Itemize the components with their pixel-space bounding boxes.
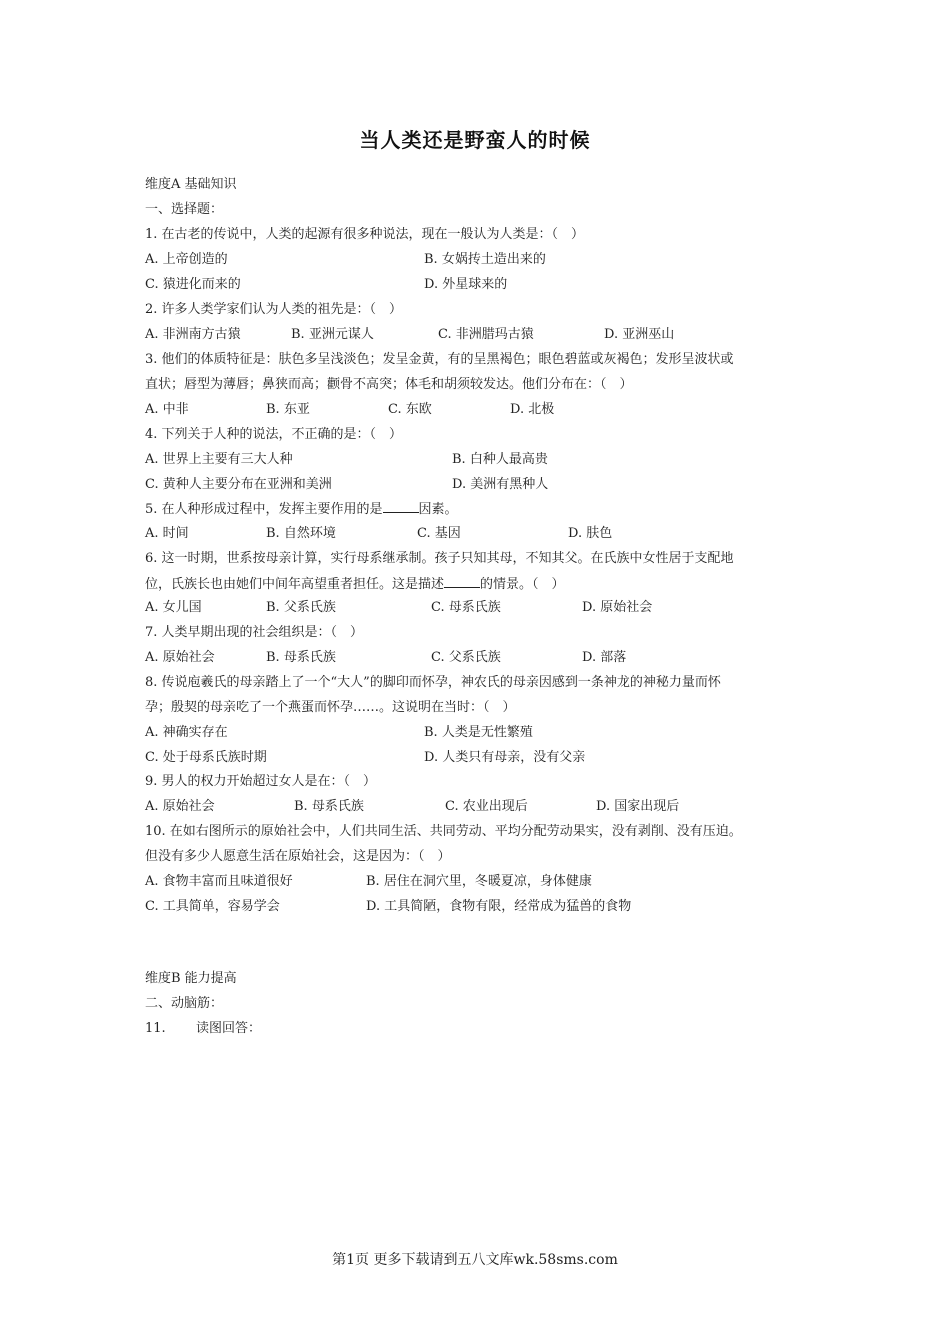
q8-option-b: B. 人类是无性繁殖 [424,725,533,740]
question-3-line-2: 直状；唇型为薄唇；鼻狭而高；颧骨不高突；体毛和胡须较发达。他们分布在：（ ） [145,377,633,392]
section-a-part: 一、选择题： [145,202,224,217]
question-5-text: 5. 在人种形成过程中，发挥主要作用的是 [145,502,383,517]
q10-option-b: B. 居住在洞穴里，冬暖夏凉，身体健康 [366,874,592,889]
q3-option-b: B. 东亚 [266,402,310,417]
question-9: 9. 男人的权力开始超过女人是在：（ ） [145,774,377,789]
question-3-line-1: 3. 他们的体质特征是：肤色多呈浅淡色；发呈金黄，有的呈黑褐色；眼色碧蓝或灰褐色；发形呈波状或 [145,352,734,367]
q9-option-d: D. 国家出现后 [596,799,680,814]
q6-option-a: A. 女儿国 [145,600,202,615]
question-10-line-1: 10. 在如右图所示的原始社会中，人们共同生活、共同劳动、平均分配劳动果实，没有剥削、没有压迫。 [145,824,742,839]
question-1: 1. 在古老的传说中，人类的起源有很多种说法，现在一般认为人类是：（ ） [145,227,585,242]
question-8-line-1: 8. 传说庖羲氏的母亲踏上了一个“大人”的脚印而怀孕，神农氏的母亲因感到一条神龙的神秘力量而怀 [145,675,721,690]
q9-option-b: B. 母系氏族 [294,799,364,814]
q2-option-c: C. 非洲腊玛古猿 [438,327,534,342]
question-6-line-2 [145,575,565,594]
q6-option-b: B. 父系氏族 [266,600,336,615]
q2-option-b: B. 亚洲元谋人 [291,327,374,342]
question-5-text-end: 因素。 [418,502,458,517]
q3-option-d: D. 北极 [510,402,555,417]
q9-option-c: C. 农业出现后 [445,799,528,814]
q4-option-b: B. 白种人最高贵 [452,452,548,467]
question-6-text: 位，氏族长也由她们中间年高望重者担任。这是描述 [145,577,445,592]
q4-option-c: C. 黄种人主要分布在亚洲和美洲 [145,477,332,492]
q8-option-a: A. 神确实存在 [145,725,228,740]
q8-option-c: C. 处于母系氏族时期 [145,750,267,765]
question-11: 读图回答： [196,1021,262,1036]
q4-option-d: D. 美洲有黑种人 [452,477,549,492]
q3-option-a: A. 中非 [145,402,189,417]
q5-option-a: A. 时间 [145,526,189,541]
q10-option-c: C. 工具简单，容易学会 [145,899,280,914]
q6-option-d: D. 原始社会 [582,600,653,615]
section-b-part: 二、动脑筋： [145,996,224,1011]
answer-blank [383,500,419,513]
q3-option-c: C. 东欧 [388,402,432,417]
question-6-text-end: 的情景。（ ） [480,577,565,592]
q10-option-a: A. 食物丰富而且味道很好 [145,874,293,889]
q1-option-d: D. 外星球来的 [424,277,508,292]
question-2: 2. 许多人类学家们认为人类的祖先是：（ ） [145,302,403,317]
q5-option-c: C. 基因 [417,526,461,541]
q7-option-b: B. 母系氏族 [266,650,336,665]
page-footer: 第1页 更多下载请到五八文库wk.58sms.com [332,1252,618,1268]
q9-option-a: A. 原始社会 [145,799,215,814]
q2-option-a: A. 非洲南方古猿 [145,327,241,342]
q7-option-d: D. 部落 [582,650,627,665]
question-5 [145,500,458,519]
question-6-line-1: 6. 这一时期，世系按母亲计算，实行母系继承制。孩子只知其母，不知其父。在氏族中女性居于支配地 [145,551,734,566]
q7-option-c: C. 父系氏族 [431,650,501,665]
q1-option-b: B. 女娲抟土造出来的 [424,252,546,267]
question-10-line-2: 但没有多少人愿意生活在原始社会，这是因为：（ ） [145,849,451,864]
question-7: 7. 人类早期出现的社会组织是：（ ） [145,625,364,640]
question-11-number: 11. [145,1021,166,1036]
page-title: 当人类还是野蛮人的时候 [359,128,591,152]
question-8-line-2: 孕；殷契的母亲吃了一个燕蛋而怀孕……。这说明在当时：（ ） [145,700,516,715]
q8-option-d: D. 人类只有母亲，没有父亲 [424,750,586,765]
q1-option-a: A. 上帝创造的 [145,252,228,267]
q4-option-a: A. 世界上主要有三大人种 [145,452,293,467]
q5-option-b: B. 自然环境 [266,526,336,541]
q2-option-d: D. 亚洲巫山 [604,327,675,342]
q6-option-c: C. 母系氏族 [431,600,501,615]
answer-blank [444,575,480,588]
q1-option-c: C. 猿进化而来的 [145,277,241,292]
q5-option-d: D. 肤色 [568,526,613,541]
q7-option-a: A. 原始社会 [145,650,215,665]
section-a-heading: 维度A 基础知识 [145,177,237,192]
q10-option-d: D. 工具简陋，食物有限，经常成为猛兽的食物 [366,899,632,914]
section-b-heading: 维度B 能力提高 [145,971,237,986]
question-4: 4. 下列关于人种的说法，不正确的是：（ ） [145,427,403,442]
